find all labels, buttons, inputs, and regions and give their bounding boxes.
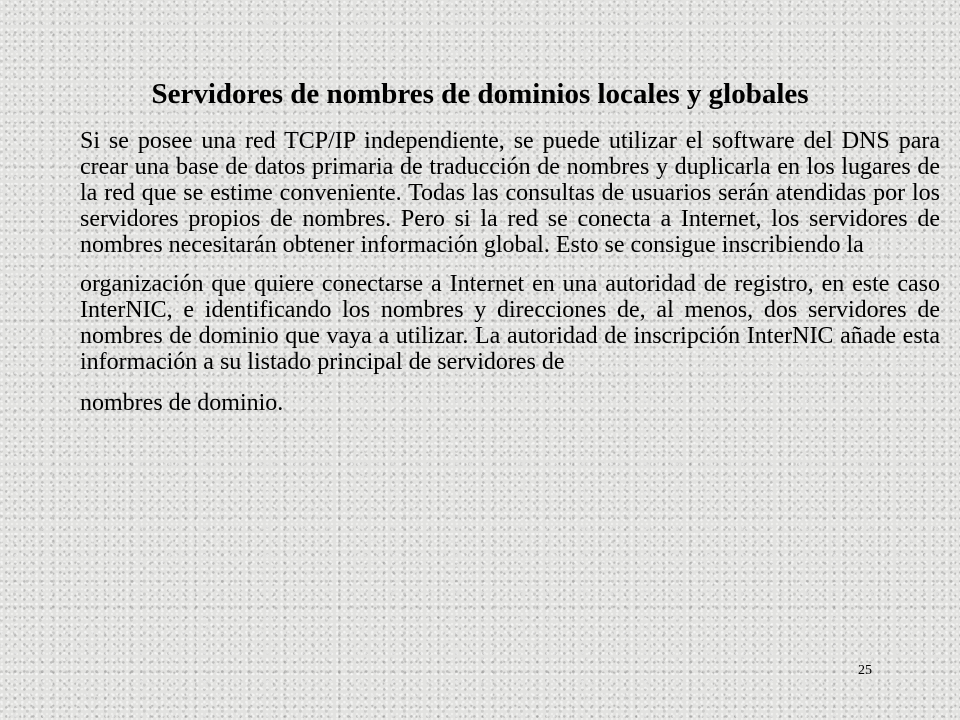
slide-body bbox=[80, 128, 940, 416]
slide-title: Servidores de nombres de dominios locales y globales bbox=[151, 78, 809, 110]
page-number: 25 bbox=[858, 663, 872, 678]
body-paragraph-3: nombres de dominio. bbox=[80, 390, 284, 416]
body-paragraph-1: Si se posee una red TCP/IP independiente, se puede utilizar el software del DNS para crear una base de datos primaria de traducción de nombres y duplicarla en los lugares de la red que se estime conveniente. Todas las consultas de usuarios serán atendidas por los servidores propios de nombres. Pero si la red se conecta a Internet, los servidores de nombres necesitarán obtener información global. Esto se consigue inscribiendo la bbox=[80, 128, 940, 258]
body-paragraph-2: organización que quiere conectarse a Internet en una autoridad de registro, en este caso InterNIC, e identificando los nombres y direcciones de, al menos, dos servidores de nombres de dominio que vaya a utilizar. La autoridad de inscripción InterNIC añade esta información a su listado principal de servidores de bbox=[80, 271, 940, 375]
